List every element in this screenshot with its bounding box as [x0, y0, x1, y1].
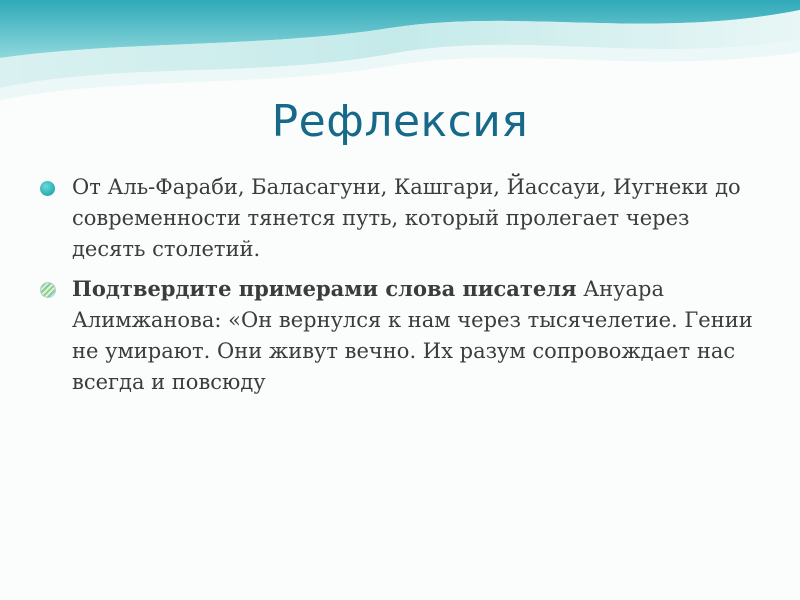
- bullet-dot-icon: [40, 181, 55, 196]
- wave-decoration: [0, 0, 800, 110]
- bullet-text: От Аль-Фараби, Баласагуни, Кашгари, Йассауи, Иугнеки до современности тянется путь, который пролегает через десять столетий.: [72, 175, 741, 261]
- slide-title: Рефлексия: [271, 96, 529, 147]
- bullet-list: [40, 172, 760, 406]
- bullet-bold-text: Подтвердите примерами слова писателя: [72, 276, 577, 301]
- bullet-text: Ануара Алимжанова: «Он вернулся к нам через тысячелетие. Гении не умирают. Они живут вечно. Их разум сопровождает нас всегда и повсюду: [72, 277, 753, 394]
- bullet-item: [40, 172, 760, 265]
- bullet-item: [40, 273, 760, 398]
- bullet-dot-icon: [40, 282, 56, 298]
